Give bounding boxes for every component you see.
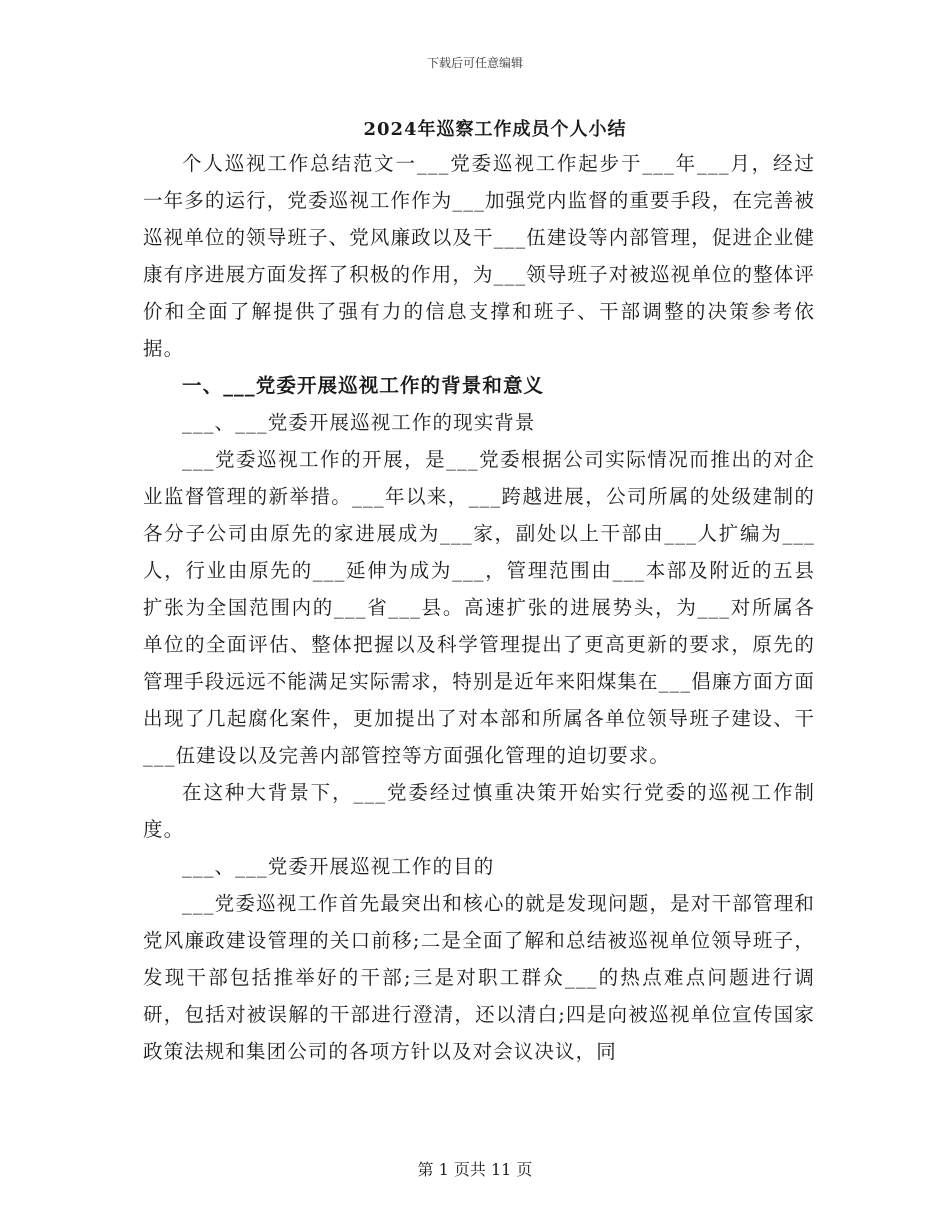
subheading-background: ___、___党委开展巡视工作的现实背景 [182, 411, 536, 434]
paragraph-context: 在这种大背景下，___党委经过慎重决策开始实行党委的巡视工作制度。 [143, 781, 815, 841]
document-title: 2024年巡察工作成员个人小结 [363, 119, 627, 140]
paragraph-background: ___党委巡视工作的开展，是___党委根据公司实际情况而推出的对企业监督管理的新举措。___年以来，___跨越进展，公司所属的处级建制的各分子公司由原先的家进展成为___家，副处以上干部由___人扩编为___人，行业由原先的___延伸为成为___，管理范围由___本部及附近的五县扩张为全国范围内的___省___县。高速扩张的进展势头，为___对所属各单位的全面评估、整体把握以及科学管理提出了更高更新的要求，原先的管理手段远远不能满足实际需求，特别是近年来阳煤集在___倡廉方面方面出现了几起腐化案件，更加提出了对本部和所属各单位领导班子建设、干___伍建设以及完善内部管控等方面强化管理的迫切要求。 [143, 448, 815, 767]
section-heading: 一、___党委开展巡视工作的背景和意义 [182, 374, 545, 397]
paragraph-purpose: ___党委巡视工作首先最突出和核心的就是发现问题，是对干部管理和党风廉政建设管理的关口前移;二是全面了解和总结被巡视单位领导班子，发现干部包括推举好的干部;三是对职工群众___的热点难点问题进行调研，包括对被误解的干部进行澄清，还以清白;四是向被巡视单位宣传国家政策法规和集团公司的各项方针以及对会议决议，同 [143, 892, 815, 1063]
document-body [143, 145, 815, 1070]
subheading-purpose: ___、___党委开展巡视工作的目的 [182, 855, 495, 878]
header-note: 下载后可任意编辑 [426, 56, 523, 70]
paragraph-intro: 个人巡视工作总结范文一___党委巡视工作起步于___年___月，经过一年多的运行，党委巡视工作作为___加强党内监督的重要手段，在完善被巡视单位的领导班子、党风廉政以及干___伍建设等内部管理，促进企业健康有序进展方面发挥了积极的作用，为___领导班子对被巡视单位的整体评价和全面了解提供了强有力的信息支撑和班子、干部调整的决策参考依据。 [143, 152, 815, 360]
page-number: 第 1 页共 11 页 [417, 1160, 533, 1179]
